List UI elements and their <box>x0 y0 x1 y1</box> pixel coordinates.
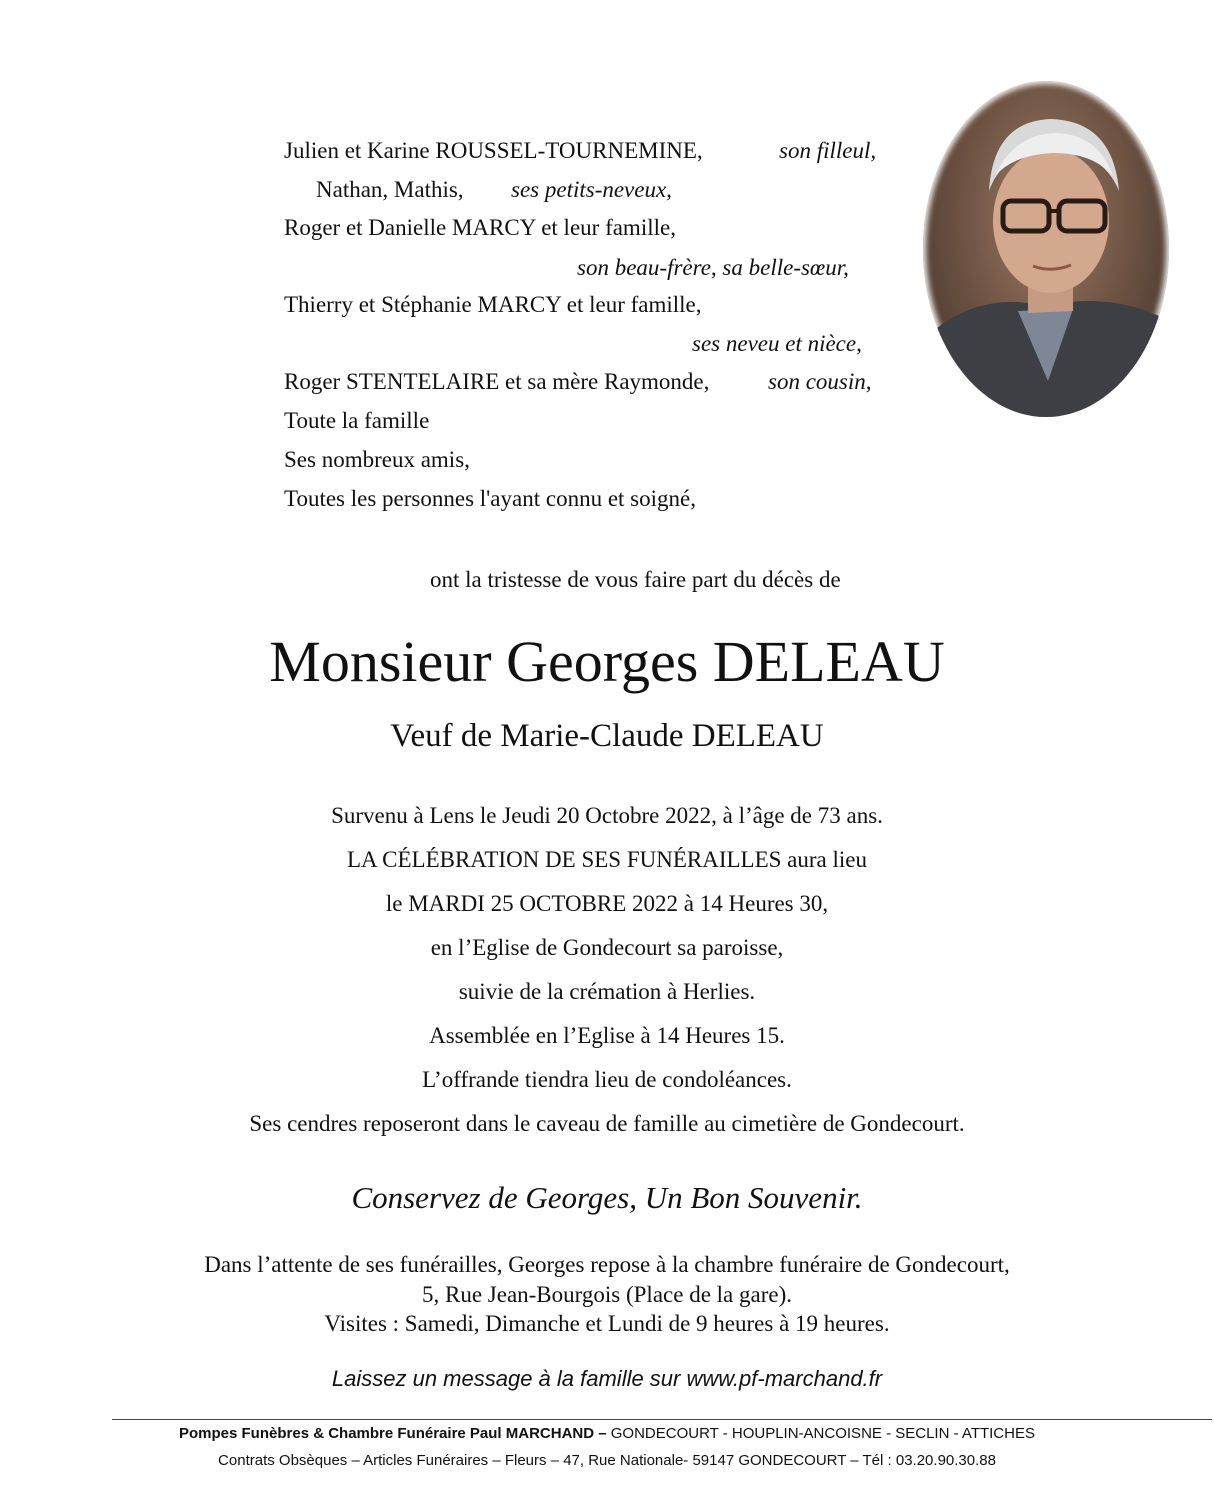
footer-services: Contrats Obsèques – Articles Funéraires – Fleurs – 47, Rue Nationale- 59147 GONDECOURT – Tél : 03.20.90.30.88 <box>218 1452 996 1469</box>
portrait-photo <box>923 81 1169 417</box>
footer-company <box>0 1425 1214 1442</box>
family-name: Nathan, Mathis, <box>316 177 464 202</box>
family-relation: son filleul, <box>779 138 877 163</box>
family-line: Toutes les personnes l'ayant connu et soigné, <box>284 486 696 511</box>
detail-line: le MARDI 25 OCTOBRE 2022 à 14 Heures 30, <box>385 891 829 916</box>
visitation-line: 5, Rue Jean-Bourgois (Place de la gare). <box>421 1282 792 1307</box>
family-line: Toute la famille <box>284 408 430 433</box>
family-relation: son beau-frère, sa belle-sœur, <box>577 255 849 280</box>
footer-company-name: Pompes Funèbres & Chambre Funéraire Paul MARCHAND – <box>179 1425 607 1442</box>
detail-line: LA CÉLÉBRATION DE SES FUNÉRAILLES aura lieu <box>346 847 867 872</box>
family-name: Julien et Karine ROUSSEL-TOURNEMINE, <box>284 138 703 163</box>
family-name: Thierry et Stéphanie MARCY et leur famille, <box>284 292 702 317</box>
family-name: Roger et Danielle MARCY et leur famille, <box>284 215 676 240</box>
detail-line: L’offrande tiendra lieu de condoléances. <box>422 1067 792 1092</box>
detail-line: Survenu à Lens le Jeudi 20 Octobre 2022, à l’âge de 73 ans. <box>331 803 883 828</box>
family-line-1 <box>284 139 703 162</box>
souvenir-line: Conservez de Georges, Un Bon Souvenir. <box>351 1180 863 1215</box>
footer-divider <box>112 1419 1212 1420</box>
family-name: Roger STENTELAIRE et sa mère Raymonde, <box>284 369 710 394</box>
detail-line: Ses cendres reposeront dans le caveau de famille au cimetière de Gondecourt. <box>249 1111 965 1136</box>
detail-line: suivie de la crémation à Herlies. <box>458 979 756 1004</box>
family-line: Ses nombreux amis, <box>284 447 470 472</box>
family-relation: son cousin, <box>768 369 872 394</box>
widower-line: Veuf de Marie-Claude DELEAU <box>390 718 824 754</box>
deceased-name: Monsieur Georges DELEAU <box>269 629 945 694</box>
announcement-intro: ont la tristesse de vous faire part du décès de <box>430 567 841 592</box>
visitation-line: Visites : Samedi, Dimanche et Lundi de 9 heures à 19 heures. <box>324 1311 890 1336</box>
detail-line: Assemblée en l’Eglise à 14 Heures 15. <box>429 1023 785 1048</box>
message-link[interactable]: Laissez un message à la famille sur www.pf-marchand.fr <box>331 1366 883 1391</box>
family-relation: ses petits-neveux, <box>511 177 672 202</box>
family-relation: ses neveu et nièce, <box>692 331 862 356</box>
detail-line: en l’Eglise de Gondecourt sa paroisse, <box>430 935 784 960</box>
visitation-line: Dans l’attente de ses funérailles, Georges repose à la chambre funéraire de Gondecourt, <box>204 1252 1010 1277</box>
footer-locations: GONDECOURT - HOUPLIN-ANCOISNE - SECLIN - ATTICHES <box>606 1425 1035 1442</box>
